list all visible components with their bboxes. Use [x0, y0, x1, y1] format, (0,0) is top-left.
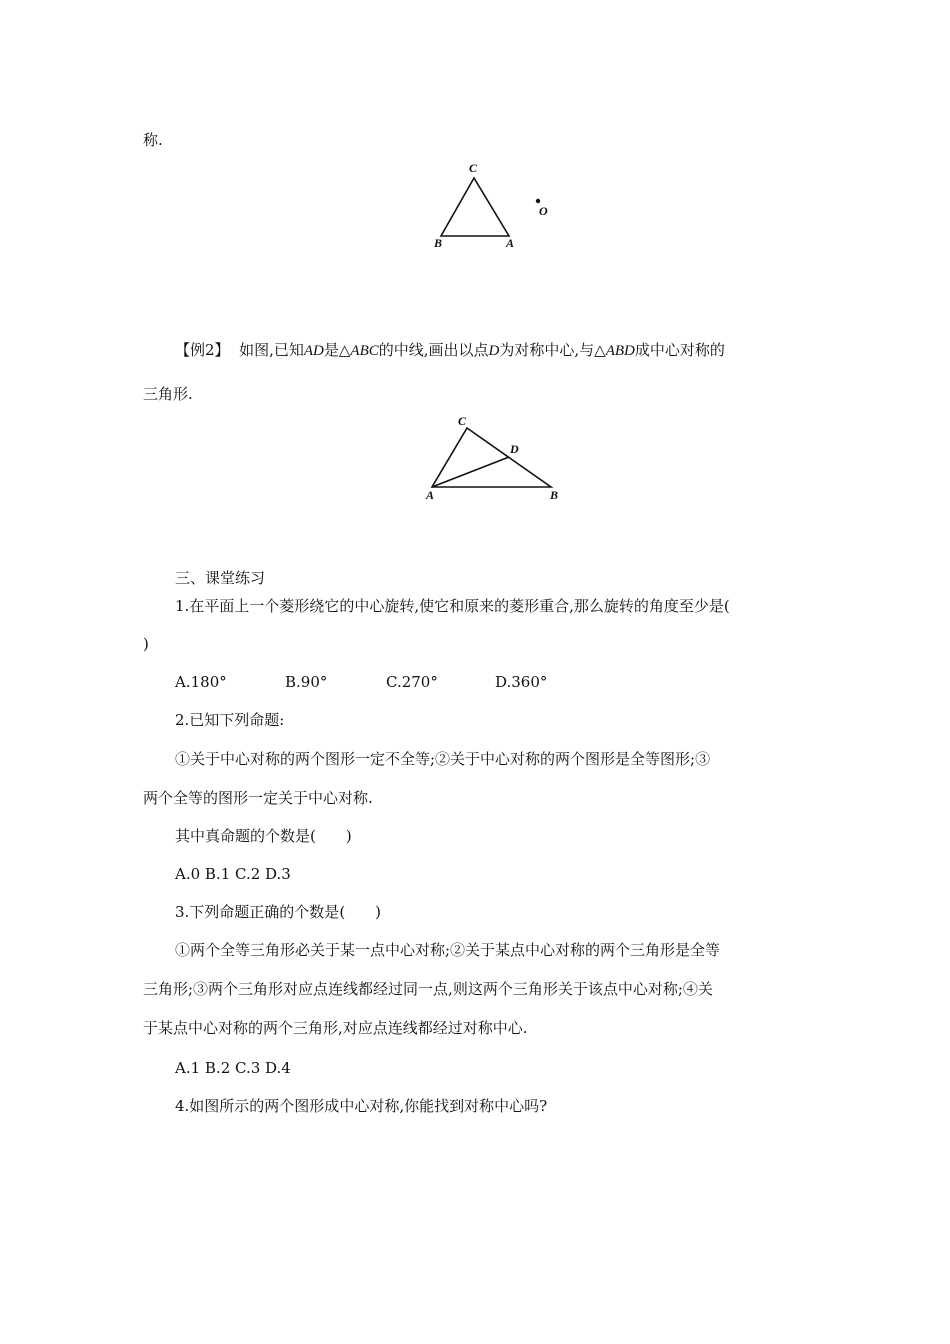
q2-ask: 其中真命题的个数是( ) [175, 827, 352, 845]
q3-statements-line2: 三角形;③两个三角形对应点连线都经过同一点,则这两个三角形关于该点中心对称;④关 [143, 980, 713, 998]
q1-options [175, 672, 775, 692]
q1-text: 1.在平面上一个菱形绕它的中心旋转,使它和原来的菱形重合,那么旋转的角度至少是( [175, 597, 730, 615]
example2-text-5: 成中心对称的 [634, 341, 725, 359]
q1-close: ) [143, 635, 149, 653]
q2-text: 2.已知下列命题: [175, 711, 285, 729]
label-a2: A [426, 488, 435, 502]
q1-option-a: A.180° [175, 673, 227, 691]
example2-line1 [175, 340, 725, 361]
section-title: 三、课堂练习 [175, 569, 266, 587]
example2-text-4: 为对称中心,与△ [499, 341, 606, 359]
label-b: B [434, 236, 443, 250]
example2-line2: 三角形. [143, 385, 193, 403]
label-c2: C [458, 414, 467, 428]
example2-text-2: 是△ [323, 341, 351, 359]
example2-ad: AD [303, 343, 324, 359]
label-c: C [469, 161, 478, 175]
label-d2: D [510, 442, 519, 456]
label-a: A [506, 236, 515, 250]
q1-option-d: D.360° [495, 673, 548, 691]
q2-statements-line2: 两个全等的图形一定关于中心对称. [143, 789, 373, 807]
example2-abc: ABC [350, 343, 379, 359]
example2-text-1: 如图,已知 [239, 341, 304, 359]
triangle-abc [441, 178, 509, 236]
example2-text-3: 的中线,画出以点 [378, 341, 489, 359]
q1-option-c: C.270° [386, 673, 438, 691]
example2-tag: 【例2】 [175, 341, 230, 359]
q4-text: 4.如图所示的两个图形成中心对称,你能找到对称中心吗? [175, 1097, 548, 1115]
q1-option-b: B.90° [285, 673, 328, 691]
q3-statements-line3: 于某点中心对称的两个三角形,对应点连线都经过对称中心. [143, 1019, 528, 1037]
q2-statements-line1: ①关于中心对称的两个图形一定不全等;②关于中心对称的两个图形是全等图形;③ [175, 750, 711, 768]
example2-d: D [488, 343, 500, 359]
q2-options: A.0 B.1 C.2 D.3 [175, 865, 291, 883]
label-o: O [539, 204, 548, 218]
q3-text: 3.下列命题正确的个数是( ) [175, 903, 382, 921]
label-b2: B [550, 488, 559, 502]
point-o [536, 199, 540, 203]
intro-tail: 称. [143, 131, 163, 149]
median-ad [432, 457, 509, 487]
q3-statements-line1: ①两个全等三角形必关于某一点中心对称;②关于某点中心对称的两个三角形是全等 [175, 941, 721, 959]
triangle-abc-2 [432, 428, 551, 487]
q3-options: A.1 B.2 C.3 D.4 [175, 1059, 291, 1077]
example2-abd: ABD [605, 343, 635, 359]
